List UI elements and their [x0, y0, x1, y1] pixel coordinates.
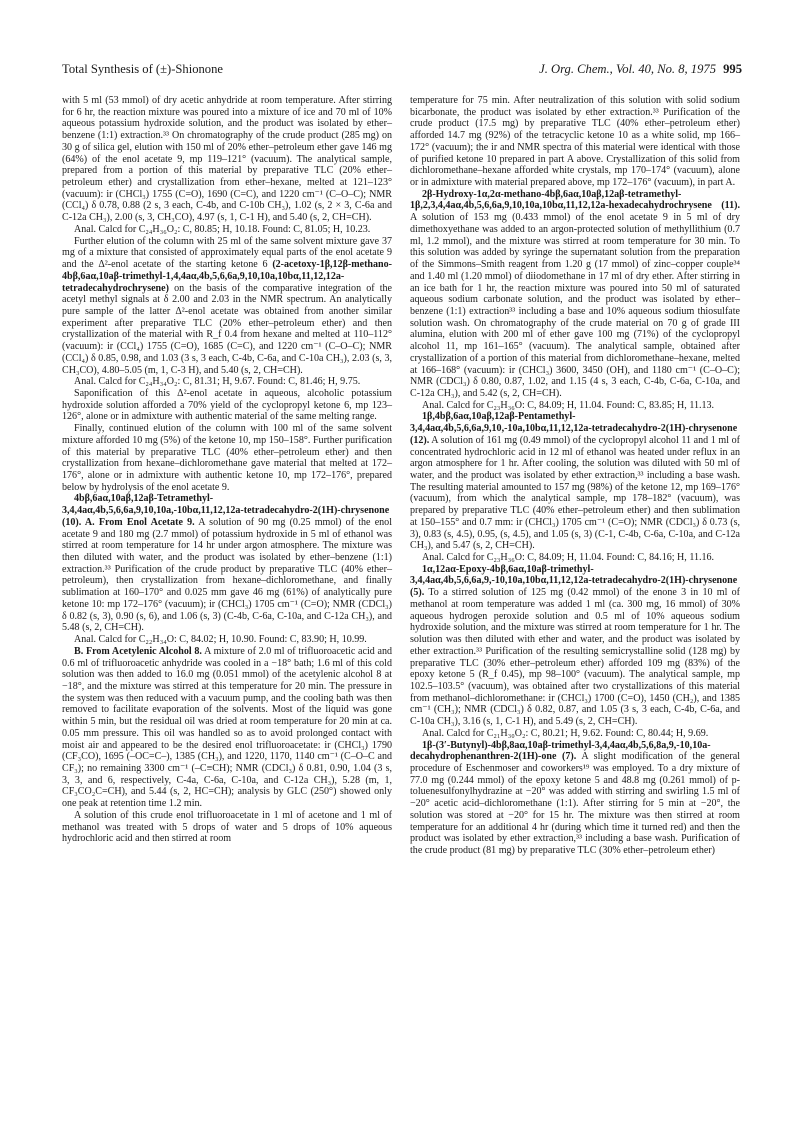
paragraph — [62, 634, 392, 646]
paragraph-text: A solution of 161 mg (0.49 mmol) of the cyclopropyl alcohol 11 and 1 ml of concentrated hydrochloric acid in 12 ml of ethanol was heated under reflux in an argon atmosphere for 1 hr. After cooling, the solution was diluted with 50 ml of water, and the product was isolated by ether extraction,³³ including a base wash. The resulting material amounted to 157 mg (98%) of the ketone 12, mp 169–176° (vacuum), from which the analytical sample, mp 178–182° (vacuum), was prepared by preparative TLC (40% ether–petroleum ether) and then sublimation at 150–155° and 0.7 mm: ir (CHCl₃) 1705 cm⁻¹ (C=O); NMR (CDCl₃) δ 0.73 (s, 3), 0.83 (s, 4.5), 0.95, (s, 4.5), and 1.05 (s, 3) (C-1, C-4b, C-6a, C-10a, and C-12a CH₃), and 5.47 (s, 2, CH=CH). — [410, 434, 740, 552]
left-column — [62, 95, 392, 845]
paragraph-text: Further elution of the column with 25 ml of the same solvent mixture gave 37 mg of a mixture that consisted of approximately equal parts of the enol acetate 9 and the Δ²-enol acetate of the starting ketone 6 — [62, 235, 392, 271]
compound-heading: 1β-(3′-Butynyl)-4bβ,8aα,10aβ-trimethyl-3,4,4aα,4b,5,6,8a,9,-10,10a-decahydrophenanthren-2(1H)-one (7). — [410, 739, 711, 763]
paragraph — [62, 95, 392, 224]
paragraph — [62, 388, 392, 423]
paragraph-text: A solution of 90 mg (0.25 mmol) of the enol acetate 9 and 180 mg (2.7 mmol) of potassium hydroxide in 5 ml of ethanol was stirred at room temperature for 14 hr under argon atmosphere. The mixture was then diluted with water, and the product was isolated by ether–benzene (1:1) extraction.³³ Purification of the crude product by preparative TLC (40% ether–petroleum), then crystallization from hexane–dichloromethane, and finally sublimation at 160–170° and 0.025 mm gave 46 mg (61%) of analytically pure ketone 10: mp 172–176° (vacuum); ir (CHCl₃) 1705 cm⁻¹ (C=O); NMR (CDCl₃) δ 0.82 (s, 3), 0.90 (s, 6), and 1.06 (s, 3) (C-4b, C-6a, C-10a, and C-12a CH₃), and 5.48 (s, 2, CH=CH). — [62, 516, 392, 634]
paragraph-text: Anal. Calcd for C₂₄H₃₄O₂: C, 81.31; H, 9.67. Found: C, 81.46; H, 9.75. — [74, 376, 361, 388]
compound-heading: 2β-Hydroxy-1α,2α-methano-4bβ,6aα,10aβ,12aβ-tetramethyl-1β,2,3,4,4aα,4b,5,6,6a,9,10,10a,10bα,11,12,12a-hexadecahydrochrysene (11). — [410, 188, 740, 212]
paragraph — [62, 493, 392, 634]
paragraph-text: A solution of this crude enol trifluoroacetate in 1 ml of acetone and 1 ml of methanol was treated with 5 drops of water and 5 drops of 10% aqueous hydrochloric acid and then stirred at room — [62, 809, 392, 845]
paragraph-text: with 5 ml (53 mmol) of dry acetic anhydride at room temperature. After stirring for 6 hr, the reaction mixture was poured into a mixture of ice and 70 ml of 10% aqueous potassium hydroxide solution, and the product was isolated by ether–benzene (1:1) extraction.³³ On chromatography of the crude product (285 mg) on 30 g of silica gel, elution with 150 ml of 20% ether–petroleum ether gave 146 mg (64%) of the enol acetate 9, mp 119–121° (vacuum). The analytical sample, prepared from a portion of this material by preparative TLC (20% ether–petroleum ether) and crystallization from ether–hexane, melted at 121–123° (vacuum): ir (CHCl₃) 1755 (C=O), 1690 (C=C), and 1220 cm⁻¹ (C–O–C); NMR (CCl₄) δ 0.78, 0.88 (2 s, 3 each, C-4b, and C-10b CH₃), 1.02 (s, 2 × 3, C-6a and C-12a CH₃), 2.00 (s, 3, CH₃CO), 4.97 (s, 1, C-1 H), and 5.40 (s, 2, CH=CH). — [62, 95, 392, 224]
running-header — [62, 62, 742, 82]
paragraph — [410, 95, 740, 189]
paragraph-text: A mixture of 2.0 ml of trifluoroacetic acid and 0.6 ml of trifluoroacetic anhydride was cooled in a −18° bath; 1.6 ml of this cold solution was then added to 16.0 mg (0.051 mmol) of the acetylenic alcohol 8 at −18°, and the mixture was stirred at this temperature for 20 min. The pressure in the system was then reduced with a vacuum pump, and the cooling bath was then removed to facilitate evaporation of the solvents. Most of the liquid was gone within 5 min, but the residual oil was dried at room temperature for 20 min at ca. 0.05 mm pressure. This oil was handled so as to avoid prolonged contact with moist air and appeared to be the desired enol trifluoroacetate: ir (CHCl₃) 1790 (CF₃CO), 1695 (–OC=C–), 1385 (CH₃), and 1220, 1170, 1140 cm⁻¹ (C–O–C and CF₃); no remaining 3300 cm⁻¹ (–C≡CH); NMR (CDCl₃) δ 0.81, 0.90, 1.04 (3 s, 3, 3, and 6, respectively, C-4a, C-6a, C-10a, and C-12a CH₃), 5.28 (m, 1, CF₃CO₂C=CH), and 5.44 (s, 2, HC=CH); analysis by GLC (250°) showed only one peak at retention time 1.2 min. — [62, 645, 392, 810]
paragraph — [62, 376, 392, 388]
paragraph — [62, 810, 392, 845]
compound-heading: B. From Acetylenic Alcohol 8. — [74, 645, 202, 657]
paragraph-text: A solution of 153 mg (0.433 mmol) of the enol acetate 9 in 5 ml of dry dimethoxyethane was added to an argon-protected solution of methyllithium (0.7 ml, 1.2 mmol), and the mixture was stirred at room temperature for 30 min. To this solution was added by syringe the supernatant solution from the preparation of the Simmons–Smith reagent from 1.20 g (17 mmol) of zinc–copper couple³⁴ and 1.40 ml (1.20 mmol) of diiodomethane in 17 ml of dry ether. After stirring in an ice bath for 1 hr, the reaction mixture was poured into 50 ml of saturated aqueous sodium carbonate solution, and the product was isolated by ether–benzene (1:1) extraction³³ including a base and 10% aqueous sodium thiosulfate solution wash. On chromatography of the crude material on 70 g of grade III alumina, elution with 200 ml of ether gave 100 mg (71%) of the cyclopropyl alcohol 11, mp 161–165° (vacuum). The analytical sample, obtained after crystallization of a portion of this material from dichloromethane–hexane, melted at 166–168° (vacuum): ir (CHCl₃) 3600, 3450 (OH), and 1180 cm⁻¹ (C–O–C); NMR (CDCl₃) δ 0.80, 0.87, 1.02, and 1.15 (4 s, 3 each, C-4b, C-6a, C-10a, and C-12a CH₃), and 5.42 (s, 2, CH=CH). — [410, 212, 740, 399]
paragraph — [410, 400, 740, 412]
paragraph-text: Finally, continued elution of the column with 100 ml of the same solvent mixture afforded 10 mg (5%) of the ketone 10, mp 150–158°. Further purification of this material by preparative TLC (40% ether–petroleum ether) and then crystallization from hexane–dichloromethane gave material that melted at 172–176°, alone or in admixture with authentic ketone 10, mp 172–176°, prepared below by hydrolysis of the enol acetate 9. — [62, 423, 392, 493]
paragraph-text: Anal. Calcd for C₂₄H₃₆O₂: C, 80.85; H, 10.18. Found: C, 81.05; H, 10.23. — [74, 223, 371, 235]
journal-citation: J. Org. Chem., Vol. 40, No. 8, 1975 — [539, 62, 716, 76]
paragraph-text: Saponification of this Δ²-enol acetate in aqueous, alcoholic potassium hydroxide solution afforded a 70% yield of the cyclopropyl ketone 6, mp 123–126°, alone or in admixture with authentic material of the same melting range. — [62, 387, 392, 423]
paragraph-text: To a stirred solution of 125 mg (0.42 mmol) of the enone 3 in 10 ml of methanol at room temperature was added 1 ml (ca. 300 mg, 16 mmol) of 30% aqueous hydrogen peroxide solution and 0.5 ml of 10% aqueous sodium hydroxide solution, and the mixture was stirred at room temperature for 1 hr. The solution was then diluted with ether and water, and the product was isolated by ether extraction.³³ Purification of the resulting semicrystalline solid (128 mg) by preparative TLC (30% ether–petroleum ether) afforded 109 mg (83%) of the epoxy ketone 5 (R_f 0.45), mp 98–100° (vacuum). The analytical sample, mp 102.5–103.5° (vacuum), was obtained after two crystallizations of this material from methanol–dichloromethane: ir (CHCl₃) 1700 (C=O), 1450 (CH₂), and 1385 cm⁻¹ (CH₃); NMR (CDCl₃) δ 0.82, 0.87, and 1.05 (3 s, 3 each, C-4b, C-6a, and C-10a CH₃), 3.16 (s, 1, C-1 H), and 5.49 (s, 2, CH=CH). — [410, 587, 740, 728]
paragraph — [62, 224, 392, 236]
paragraph — [62, 423, 392, 493]
compound-heading: (2-acetoxy-1β,12β-methano-4bβ,6aα,10aβ-trimethyl-1,4,4aα,4b,5,6,6a,9,10,10a,10bα,11,12,12a-tetradecahydrochrysene) — [62, 259, 392, 294]
paragraph-text: Anal. Calcd for C₂₃H₃₆O: C, 84.09; H, 11.04. Found: C, 83.85; H, 11.13. — [422, 399, 715, 411]
right-column — [410, 95, 740, 857]
compound-heading: 4bβ,6aα,10aβ,12aβ-Tetramethyl-3,4,4aα,4b,5,6,6a,9,10,10a,-10bα,11,12,12a-tetradecahydro-2(1H)-chrysenone (10). A. From Enol Acetate 9. — [62, 493, 390, 528]
compound-heading: 1α,12aα-Epoxy-4bβ,6aα,10aβ-trimethyl-3,4,4aα,4b,5,6,6a,9,-10,10a,10bα,11,12,12a-tetradecahydro-2(1H)-chrysenone (5). — [410, 563, 738, 599]
paragraph — [410, 564, 740, 728]
paragraph — [62, 646, 392, 810]
paragraph — [62, 236, 392, 377]
paragraph — [410, 411, 740, 552]
paragraph-text: Anal. Calcd for C₂₂H₃₄O: C, 84.02; H, 10.90. Found: C, 83.90; H, 10.99. — [74, 634, 367, 646]
running-title: Total Synthesis of (±)-Shionone — [62, 62, 223, 76]
page-number: 995 — [723, 62, 742, 76]
paragraph-text: Anal. Calcd for C₂₃H₃₆O: C, 84.09; H, 11.04. Found: C, 84.16; H, 11.16. — [422, 552, 715, 564]
paragraph-text: A slight modification of the general procedure of Eschenmoser and coworkers¹⁹ was employed. To a dry mixture of 77.0 mg (0.244 mmol) of the epoxy ketone 5 and 48.8 mg (0.261 mmol) of p-toluenesulfonylhydrazine at −20° was added with stirring and swirling 1.5 ml of −20° acetic acid–dichloromethane (1:1). After stirring for 5 min at −20°, the solution was stored at −20° for 15 hr. The mixture was then stirred at room temperature for an additional 4 hr (during which time it turned red) and then the product was isolated by ether extraction,³³ including a base wash. Purification of the crude product (81 mg) by preparative TLC (30% ether–petroleum ether) — [410, 751, 740, 856]
paragraph — [410, 189, 740, 400]
paragraph — [410, 740, 740, 857]
paragraph-text: on the basis of the comparative integration of the acetyl methyl signals at δ 2.00 and 2.03 in the NMR spectrum. An analytically pure sample of the latter Δ²-enol acetate was obtained from another similar experiment after preparative TLC (20% ether–petroleum ether) and then crystallization of the material with R_f 0.4 from hexane and melted at 110–112° (vacuum): ir (CCl₄) 1755 (C=O), 1685 (C=C), and 1220 cm⁻¹ (C–O–C); NMR (CCl₄) δ 0.85, 0.98, and 1.03 (3 s, 3 each, C-4b, C-6a, and C-10a CH₃), 2.03 (s, 3, CH₃CO), 4.80–5.05 (m, 1, C-3 H), and 5.40 (s, 2, CH=CH). — [62, 282, 392, 376]
paragraph-text: Anal. Calcd for C₂₁H₃₀O₂: C, 80.21; H, 9.62. Found: C, 80.44; H, 9.69. — [422, 727, 709, 739]
paragraph — [410, 552, 740, 564]
compound-heading: 1β,4bβ,6aα,10aβ,12aβ-Pentamethyl-3,4,4aα,4b,5,6,6a,9,10,-10a,10bα,11,12,12a-tetradecahydro-2(1H)-chrysenone (12). — [410, 411, 738, 446]
paragraph — [410, 728, 740, 740]
paragraph-text: temperature for 75 min. After neutralization of this solution with solid sodium bicarbonate, the product was isolated by ether extraction.³³ Purification of the crude product (17.5 mg) by preparative TLC (40% ether–petroleum ether) afforded 14.7 mg (92%) of the tetracyclic ketone 10 as a white solid, mp 166–172° (vacuum); the ir and NMR spectra of this material were identical with those of purified ketone 10 prepared in part A above. Crystallization of this solid from dichloromethane–hexane afforded white crystals, mp 170–174° (vacuum), alone or in admixture with material prepared above, mp 172–176° (vacuum), in part A. — [410, 95, 740, 189]
